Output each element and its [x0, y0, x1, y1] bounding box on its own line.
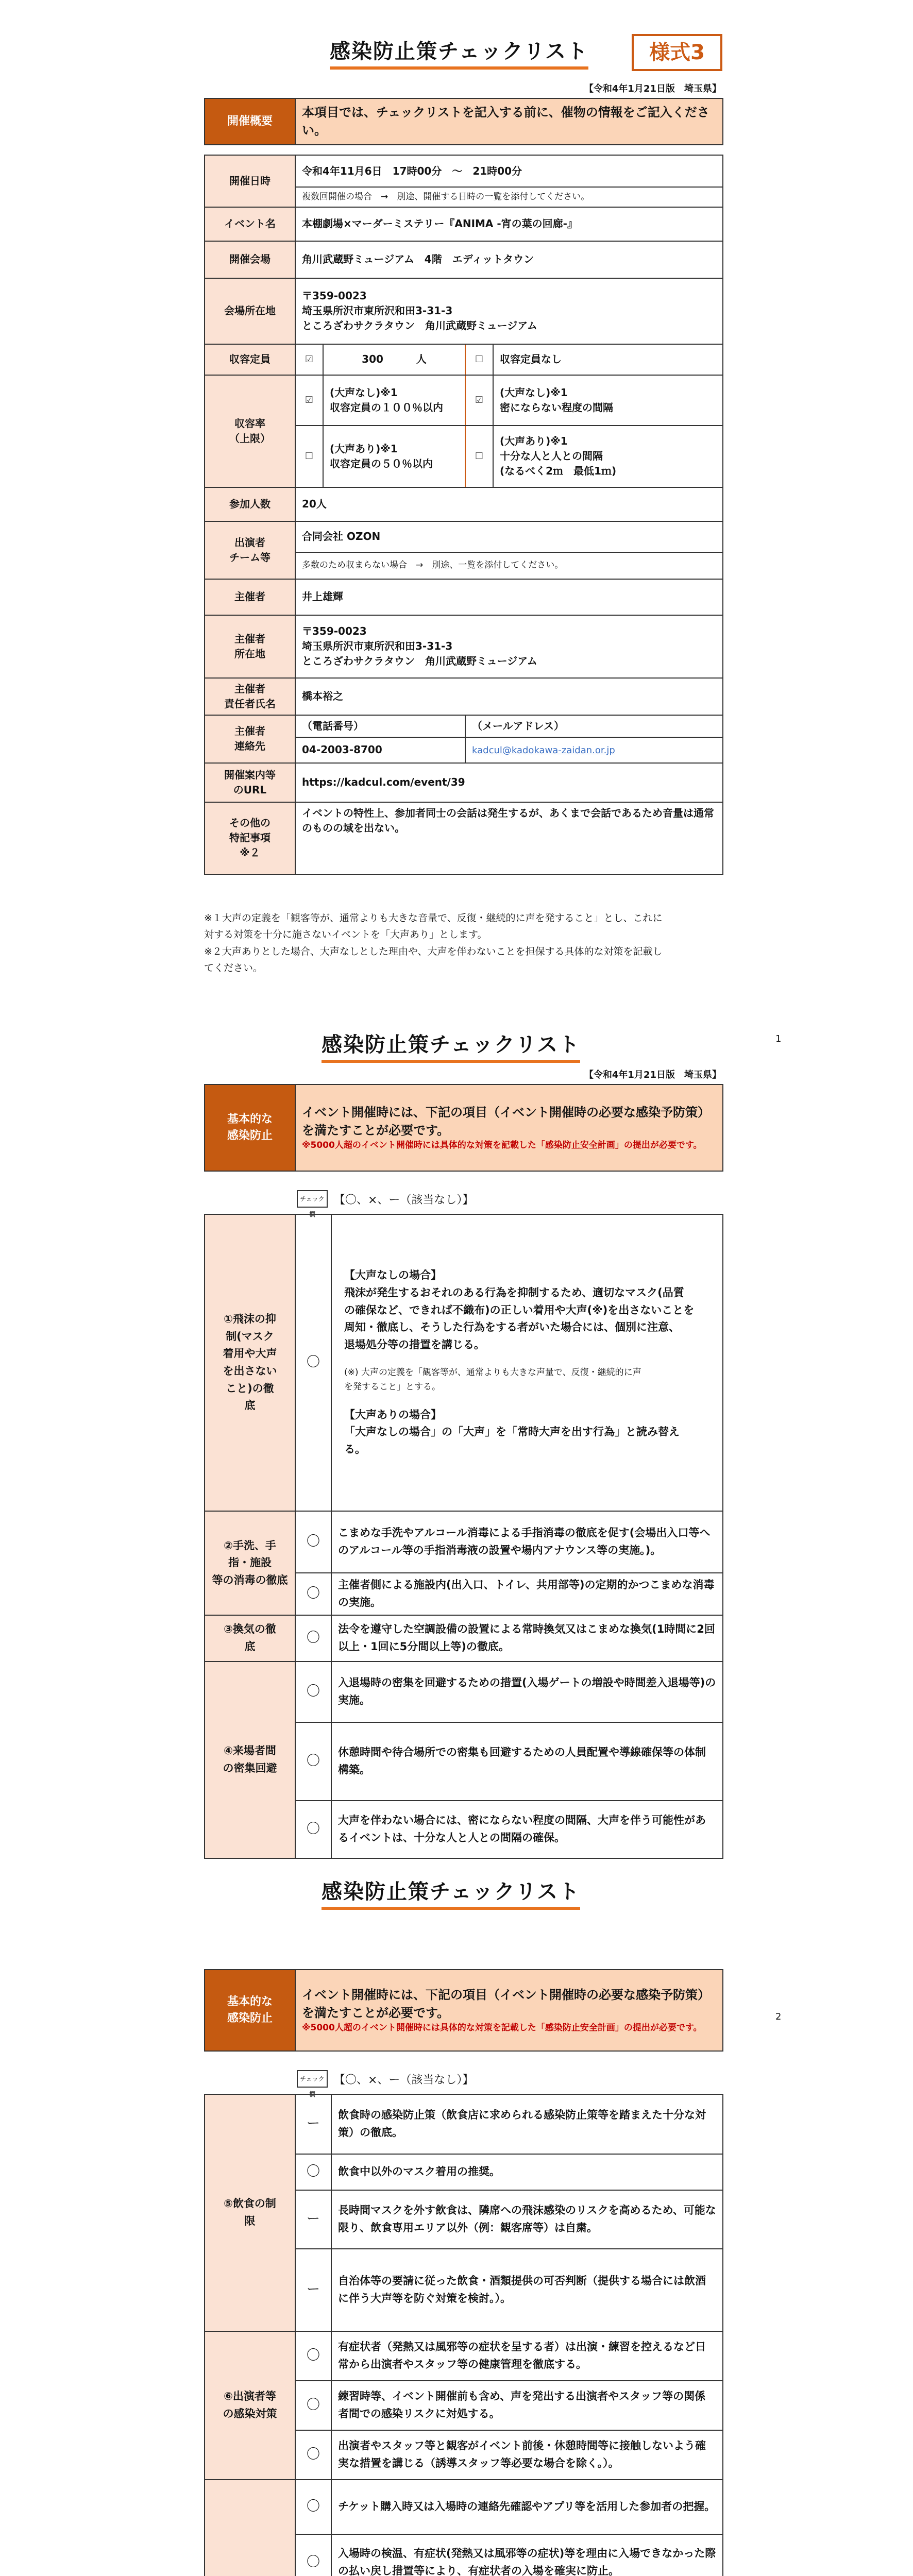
item7-header [205, 2480, 295, 2576]
footnote-line: ※２大声ありとした場合、大声なしとした理由や、大声を伴わないことを担保する具体的な対策を記載し [204, 945, 663, 957]
item1-line: 周知・徹底し、そうした行為をする者がいた場合には、個別に注意、 [344, 1321, 680, 1334]
page1-title: 感染防止策チェックリスト [330, 35, 588, 70]
item5-mark[interactable]: 〇 [295, 2154, 331, 2190]
capacity-checkbox[interactable]: ☑ [295, 344, 323, 375]
footnote-line: 対する対策を十分に施さないイベントを「大声あり」とします。 [204, 929, 487, 941]
mail-link[interactable]: kadcul@kadokawa-zaidan.or.jp [472, 745, 615, 756]
phone-value[interactable]: 04-2003-8700 [295, 737, 465, 763]
item1-line: 退場処分等の措置を講じる。 [344, 1338, 485, 1351]
capacity-unit: 人 [416, 353, 427, 366]
page3-number: 2 [775, 2011, 782, 2022]
rate-opt2-checkbox[interactable]: ☐ [295, 426, 323, 487]
rate-opt4-checkbox[interactable]: ☐ [465, 426, 493, 487]
rate-opt2-title: (大声あり)※1 [330, 442, 398, 455]
organizer-address-line: 〒359-0023 [302, 625, 367, 638]
rate-opt4-title: (大声あり)※1 [500, 435, 568, 448]
address-line: 埼玉県所沢市東所沢和田3-31-3 [302, 304, 453, 317]
url-value[interactable]: https://kadcul.com/event/39 [295, 763, 723, 802]
rate-opt1-text: 収容定員の１００％以内 [330, 401, 443, 414]
item5-header: ⑤飲食の制 限 [205, 2094, 295, 2331]
event-name-value: 本棚劇場×マーダーミステリー『ANIMA -宵の葉の回廊-』 [295, 207, 723, 241]
page2-basic-header: 基本的な 感染防止 [205, 1084, 295, 1171]
notes-header: その他の 特記事項 ※２ [205, 802, 295, 874]
contact-header: 主催者 連絡先 [205, 715, 295, 763]
item7-mark[interactable]: 〇 [295, 2480, 331, 2534]
item1-line: (※) 大声の定義を「観客等が、通常よりも大きな声量で、反復・継続的に声 [344, 1367, 641, 1378]
organizer-header: 主催者 [205, 579, 295, 615]
page1-footnotes [204, 910, 730, 976]
item2-text: 主催者側による施設内(出入口、トイレ、共用部等)の定期的かつこまめな消毒の実施。 [331, 1573, 723, 1615]
address-line: ところざわサクラタウン 角川武蔵野ミュージアム [302, 319, 537, 332]
item1-mark[interactable]: 〇 [295, 1214, 331, 1511]
item5-mark[interactable]: ー [295, 2094, 331, 2154]
organizer-value[interactable]: 井上雄輝 [295, 579, 723, 615]
rate-opt1-title: (大声なし)※1 [330, 386, 398, 399]
phone-label: （電話番号） [295, 715, 465, 737]
item6-text: 練習時等、イベント開催前も含め、声を発出する出演者やスタッフ等の関係者間での感染リスクに対処する。 [331, 2381, 723, 2430]
item6-mark[interactable]: 〇 [295, 2331, 331, 2381]
item5-mark[interactable]: ー [295, 2190, 331, 2249]
performers-header: 出演者 チーム等 [205, 521, 295, 579]
item5-text: 自治体等の要請に従った飲食・酒類提供の可否判断（提供する場合には飲酒に伴う大声等を防ぐ対策を検討。）。 [331, 2249, 723, 2331]
overview-header: 開催概要 [205, 98, 295, 145]
organizer-address-line: ところざわサクラタウン 角川武蔵野ミュージアム [302, 655, 537, 668]
item5-text: 長時間マスクを外す飲食は、隣席への飛沫感染のリスクを高めるため、可能な限り、飲食専用エリア以外（例：観客席等）は自粛。 [331, 2190, 723, 2249]
page2-legend: 【〇、×、ー（該当なし）】 [334, 1194, 474, 1207]
page3-basic-table [204, 1969, 723, 2052]
item3-mark[interactable]: 〇 [295, 1615, 331, 1662]
capacity-header: 収容定員 [205, 344, 295, 375]
item4-text: 入退場時の密集を回避するための措置(入場ゲートの増設や時間差入退場等)の実施。 [331, 1662, 723, 1722]
organizer-address-line: 埼玉県所沢市東所沢和田3-31-3 [302, 640, 453, 653]
venue-header: 開催会場 [205, 241, 295, 278]
footnote-line: ※１大声の定義を「観客等が、通常よりも大きな音量で、反復・継続的に声を発すること」とし、これに [204, 912, 663, 924]
rate-opt3-title: (大声なし)※1 [500, 386, 568, 399]
rate-opt2-text: 収容定員の５０％以内 [330, 457, 433, 470]
page3-basic-header: 基本的な 感染防止 [205, 1970, 295, 2051]
attendees-header: 参加人数 [205, 487, 295, 521]
notes-value[interactable]: イベントの特性上、参加者同士の会話は発生するが、あくまで会話であるため音量は通常のものの域を出ない。 [295, 802, 723, 874]
item2-mark[interactable]: 〇 [295, 1573, 331, 1615]
page1-edition: 【令和4年1月21日版 埼玉県】 [584, 83, 721, 94]
item7-mark[interactable]: 〇 [295, 2534, 331, 2576]
attendees-value[interactable]: 20人 [295, 487, 723, 521]
dates-note: 複数回開催の場合 → 別途、開催する日時の一覧を添付してください。 [295, 187, 723, 207]
page3-check-tag: チェック欄 [297, 2070, 328, 2088]
item2-header: ②手洗、手 指・施設 等の消毒の徹底 [205, 1511, 295, 1615]
item6-mark[interactable]: 〇 [295, 2381, 331, 2430]
item4-mark[interactable]: 〇 [295, 1722, 331, 1801]
item1-line: 【大声ありの場合】 [344, 1408, 442, 1421]
item5-text: 飲食時の感染防止策（飲食店に求められる感染防止策等を踏まえた十分な対策）の徹底。 [331, 2094, 723, 2154]
item4-text: 大声を伴わない場合には、密にならない程度の間隔、大声を伴う可能性があるイベントは、十分な人と人との間隔の確保。 [331, 1801, 723, 1858]
item1-line: を発すること」とする。 [344, 1381, 441, 1392]
item4-header: ④来場者間 の密集回避 [205, 1662, 295, 1858]
overview-table [204, 98, 723, 145]
page2-basic-text: イベント開催時には、下記の項目（イベント開催時の必要な感染予防策）を満たすことが必要です。 [302, 1105, 710, 1138]
address-line: 〒359-0023 [302, 290, 367, 302]
page3-basic-text: イベント開催時には、下記の項目（イベント開催時の必要な感染予防策）を満たすことが必要です。 [302, 1987, 710, 2020]
item1-header: ①飛沫の抑 制(マスク 着用や大声 を出さない こと)の徹 底 [205, 1214, 295, 1511]
item7-text: 入場時の検温、有症状(発熱又は風邪等の症状)等を理由に入場できなかった際の払い戻し措置等により、有症状者の入場を確実に防止。 [331, 2534, 723, 2576]
capacity-value[interactable]: 300 [362, 353, 383, 366]
performers-value[interactable]: 合同会社 OZON [295, 521, 723, 552]
no-capacity-checkbox[interactable]: ☐ [465, 344, 493, 375]
page3-basic-note: ※5000人超のイベント開催時には具体的な対策を記載した「感染防止安全計画」の提出が必要です。 [302, 2023, 702, 2033]
item6-text: 有症状者（発熱又は風邪等の症状を呈する者）は出演・練習を控えるなど日常から出演者やスタッフ等の健康管理を徹底する。 [331, 2331, 723, 2381]
event-name-header: イベント名 [205, 207, 295, 241]
item1-line: る。 [344, 1443, 366, 1455]
no-capacity-label: 収容定員なし [493, 344, 723, 375]
address-header: 会場所在地 [205, 278, 295, 344]
page2-basic-table [204, 1084, 723, 1172]
rate-opt1-checkbox[interactable]: ☑ [295, 375, 323, 426]
rate-opt4-text: 十分な人と人との間隔 [500, 450, 603, 463]
item2-mark[interactable]: 〇 [295, 1511, 331, 1573]
item6-header: ⑥出演者等 の感染対策 [205, 2331, 295, 2480]
page2-title: 感染防止策チェックリスト [322, 1028, 580, 1063]
dates-header: 開催日時 [205, 155, 295, 207]
page3-items-table [204, 2094, 723, 2576]
event-info-table [204, 155, 723, 875]
item1-line: 飛沫が発生するおそれのある行為を抑制するため、適切なマスク(品質 [344, 1286, 684, 1299]
item1-line: 「大声なしの場合」の「大声」を「常時大声を出す行為」と読み替え [344, 1426, 680, 1438]
item4-mark[interactable]: 〇 [295, 1801, 331, 1858]
overview-text: 本項目では、チェックリストを記入する前に、催物の情報をご記入ください。 [295, 98, 723, 145]
responsible-header: 主催者 責任者氏名 [205, 678, 295, 715]
item5-mark[interactable]: ー [295, 2249, 331, 2331]
rate-opt4-text2: (なるべく2ｍ 最低1ｍ) [500, 465, 617, 478]
organizer-address-header: 主催者 所在地 [205, 615, 295, 678]
page2-basic-note: ※5000人超のイベント開催時には具体的な対策を記載した「感染防止安全計画」の提出が必要です。 [302, 1140, 702, 1151]
item3-header: ③換気の徹 底 [205, 1615, 295, 1662]
item4-mark[interactable]: 〇 [295, 1662, 331, 1722]
item1-line: 【大声なしの場合】 [344, 1269, 442, 1282]
item3-text: 法令を遵守した空調設備の設置による常時換気又はこまめな換気(1時間に2回以上・1回に5分間以上等)の徹底。 [331, 1615, 723, 1662]
item5-text: 飲食中以外のマスク着用の推奨。 [331, 2154, 723, 2190]
rate-opt3-text: 密にならない程度の間隔 [500, 401, 613, 414]
rate-header: 収容率 （上限） [205, 375, 295, 487]
page2-check-tag: チェック欄 [297, 1190, 328, 1208]
item4-text: 休憩時間や待合場所での密集も回避するための人員配置や導線確保等の体制構築。 [331, 1722, 723, 1801]
page3-title: 感染防止策チェックリスト [322, 1875, 580, 1910]
item6-mark[interactable]: 〇 [295, 2430, 331, 2480]
page2-items-table [204, 1214, 723, 1859]
page3-legend: 【〇、×、ー（該当なし）】 [334, 2074, 474, 2087]
performers-note: 多数のため収まらない場合 → 別途、一覧を添付してください。 [295, 552, 723, 579]
rate-opt3-checkbox[interactable]: ☑ [465, 375, 493, 426]
url-header: 開催案内等 のURL [205, 763, 295, 802]
venue-value: 角川武蔵野ミュージアム 4階 エディットタウン [295, 241, 723, 278]
mail-label: （メールアドレス） [465, 715, 723, 737]
dates-value: 令和4年11月6日 17時00分 ～ 21時00分 [295, 155, 723, 187]
item6-text: 出演者やスタッフ等と観客がイベント前後・休憩時間等に接触しないよう確実な措置を講じる（誘導スタッフ等必要な場合を除く。）。 [331, 2430, 723, 2480]
footnote-line: てください。 [204, 962, 263, 974]
page2-number: 1 [775, 1033, 782, 1044]
item7-text: チケット購入時又は入場時の連絡先確認やアプリ等を活用した参加者の把握。 [331, 2480, 723, 2534]
responsible-value[interactable]: 橋本裕之 [295, 678, 723, 715]
page2-edition: 【令和4年1月21日版 埼玉県】 [584, 1070, 721, 1080]
form-number-badge: 様式3 [632, 34, 722, 71]
item1-line: の確保など、できれば不織布)の正しい着用や大声(※)を出さないことを [344, 1303, 695, 1316]
item2-text: こまめな手洗やアルコール消毒による手指消毒の徹底を促す(会場出入口等へのアルコール等の手指消毒液の設置や場内アナウンス等の実施。)。 [331, 1511, 723, 1573]
